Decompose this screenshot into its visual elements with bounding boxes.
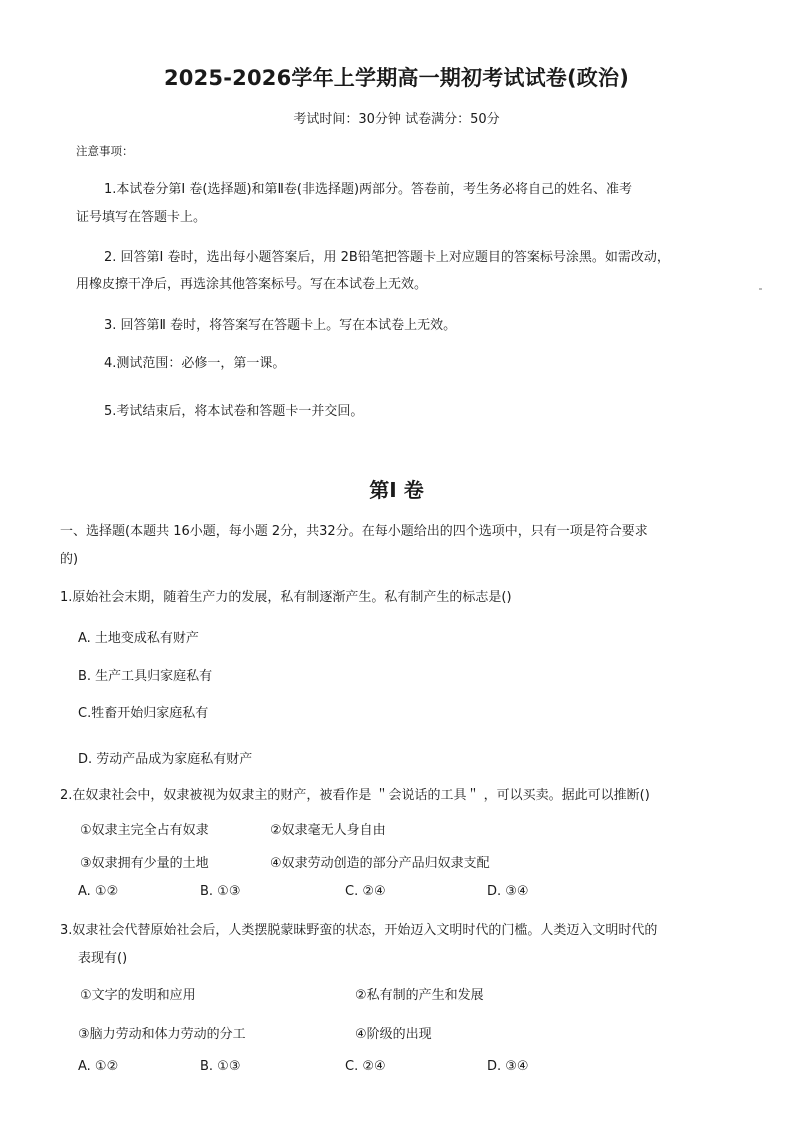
scan-speck: [759, 288, 762, 290]
question-2-choice-d: D. ③④: [487, 884, 529, 899]
question-2-item-4: ④奴隶劳动创造的部分产品归奴隶支配: [270, 856, 490, 871]
notice-item-2-line-1: 2. 回答第Ⅰ 卷时，选出每小题答案后，用 2B铅笔把答题卡上对应题目的答案标号涂黑。如需改动，: [104, 250, 670, 265]
question-3-item-1: ①文字的发明和应用: [80, 988, 196, 1003]
notice-item-2-line-2: 用橡皮擦干净后，再选涂其他答案标号。写在本试卷上无效。: [76, 277, 428, 292]
question-3-item-4: ④阶级的出现: [355, 1027, 432, 1042]
section-title: 第Ⅰ 卷: [369, 478, 424, 502]
notice-item-3: 3. 回答第Ⅱ 卷时，将答案写在答题卡上。写在本试卷上无效。: [104, 318, 457, 333]
question-2-item-2: ②奴隶毫无人身自由: [270, 823, 386, 838]
question-1-option-c: C.牲畜开始归家庭私有: [78, 706, 209, 721]
question-3-choice-b: B. ①③: [200, 1059, 241, 1074]
part-heading-line-1: 一、选择题(本题共 16小题，每小题 2分，共32分。在每小题给出的四个选项中，只有一项是符合要求: [60, 524, 648, 539]
question-2-choice-c: C. ②④: [345, 884, 386, 899]
exam-info: 考试时间：30分钟 试卷满分：50分: [293, 112, 500, 127]
question-3-choice-a: A. ①②: [78, 1059, 119, 1074]
question-3-choice-c: C. ②④: [345, 1059, 386, 1074]
notice-item-1-line-1: 1.本试卷分第Ⅰ 卷(选择题)和第Ⅱ卷(非选择题)两部分。答卷前，考生务必将自己的姓名、准考: [104, 182, 633, 197]
question-1-option-a: A. 土地变成私有财产: [78, 631, 199, 646]
question-3-choice-d: D. ③④: [487, 1059, 529, 1074]
question-3-item-2: ②私有制的产生和发展: [355, 988, 484, 1003]
question-3-stem-line-1: 3.奴隶社会代替原始社会后，人类摆脱蒙昧野蛮的状态，开始迈入文明时代的门槛。人类迈入文明时代的: [60, 923, 658, 938]
notice-item-4: 4.测试范围：必修一，第一课。: [104, 356, 286, 371]
question-2-choice-a: A. ①②: [78, 884, 119, 899]
question-2-choice-b: B. ①③: [200, 884, 241, 899]
notice-heading: 注意事项：: [76, 144, 134, 158]
question-2-item-1: ①奴隶主完全占有奴隶: [80, 823, 209, 838]
question-3-stem-line-2: 表现有(): [78, 951, 128, 966]
notice-item-5: 5.考试结束后，将本试卷和答题卡一并交回。: [104, 404, 364, 419]
question-1-option-d: D. 劳动产品成为家庭私有财产: [78, 752, 253, 767]
question-3-item-3: ③脑力劳动和体力劳动的分工: [78, 1027, 246, 1042]
notice-item-1-line-2: 证号填写在答题卡上。: [76, 210, 207, 225]
page-title: 2025-2026学年上学期高一期初考试试卷(政治): [163, 66, 629, 90]
part-heading-line-2: 的): [60, 552, 79, 567]
question-2-item-3: ③奴隶拥有少量的土地: [80, 856, 209, 871]
question-1-option-b: B. 生产工具归家庭私有: [78, 669, 213, 684]
question-2-stem: 2.在奴隶社会中，奴隶被视为奴隶主的财产，被看作是 ＂会说话的工具＂ ，可以买卖。据此可以推断(): [60, 788, 650, 803]
question-1-stem: 1.原始社会末期，随着生产力的发展，私有制逐渐产生。私有制产生的标志是(): [60, 590, 512, 605]
